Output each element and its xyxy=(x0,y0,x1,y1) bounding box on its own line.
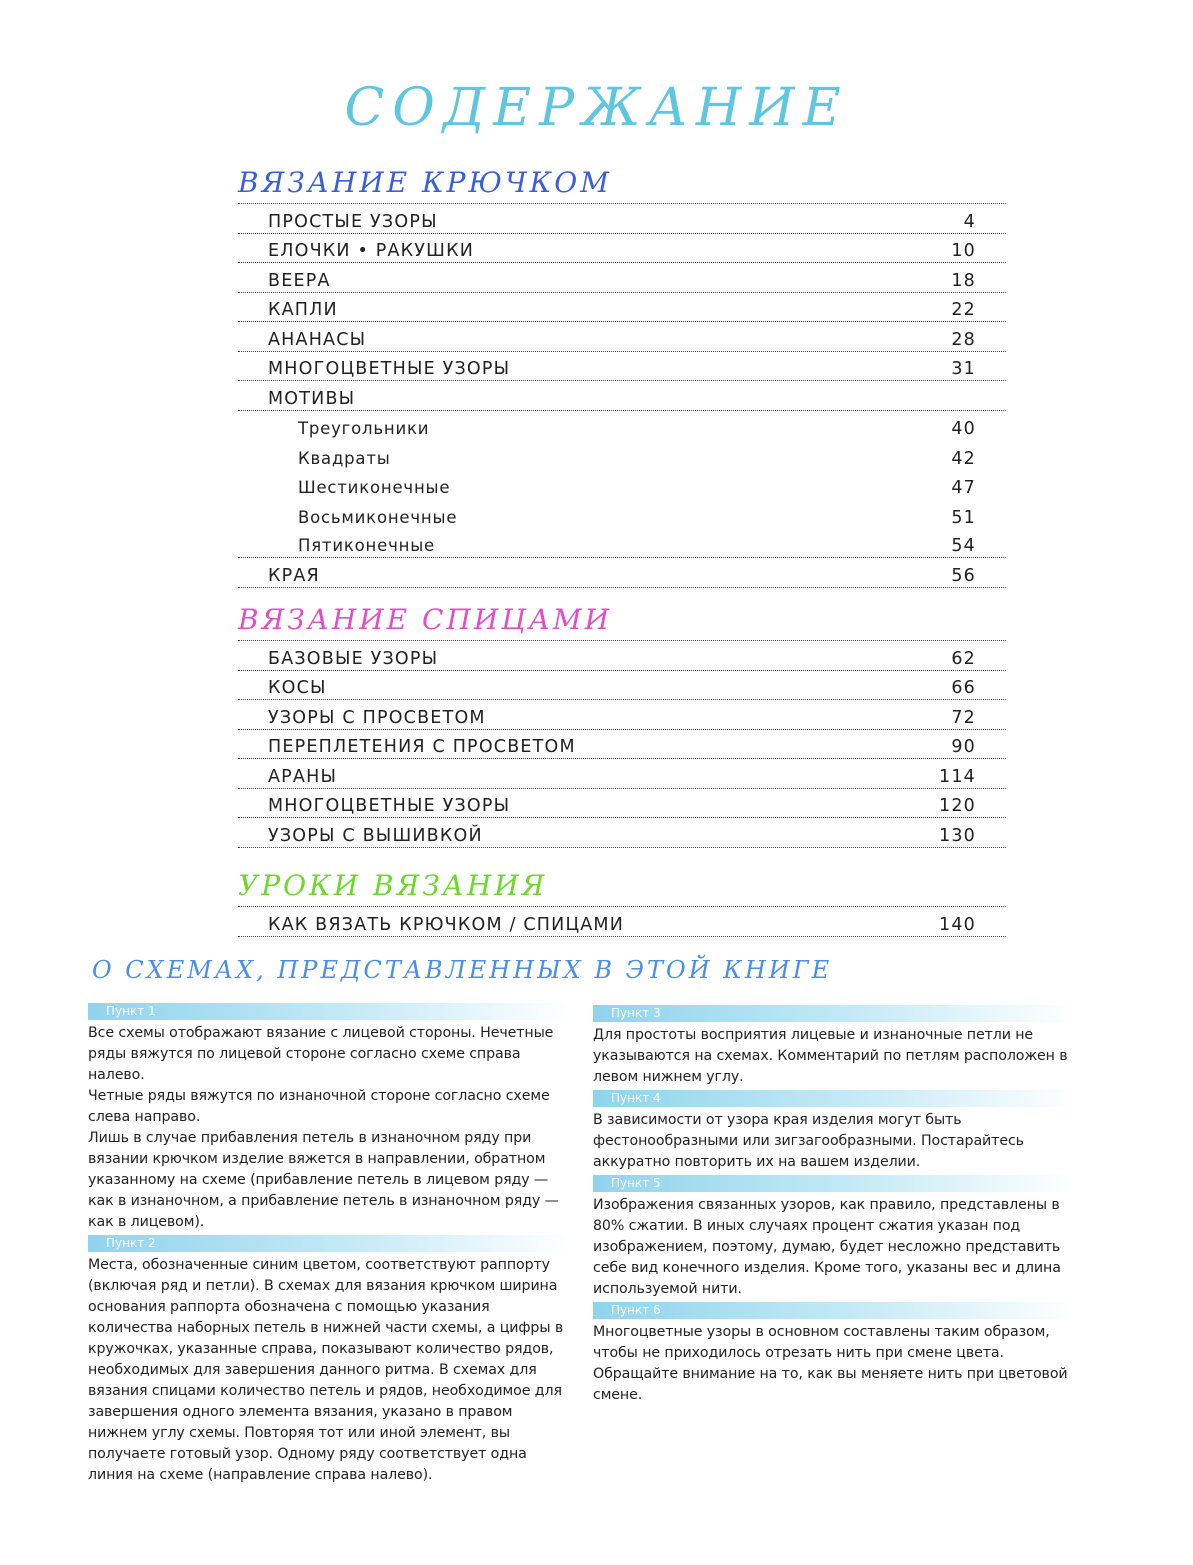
toc-entry-label: ПРОСТЫЕ УЗОРЫ xyxy=(268,211,438,232)
point-paragraph: В зависимости от узора края изделия могут быть фестонообразными или зигзагообразными. Постарайтесь аккуратно повторить их на вашем изделии. xyxy=(593,1112,1024,1170)
toc-entry-label: КРАЯ xyxy=(268,565,320,586)
section-title: ВЯЗАНИЕ КРЮЧКОМ xyxy=(238,166,612,199)
toc-entry-page: 4 xyxy=(963,211,976,232)
toc-entry[interactable] xyxy=(238,671,1006,701)
toc-entry-label: Треугольники xyxy=(298,419,430,438)
toc-entry[interactable] xyxy=(238,759,1006,789)
section-title: УРОКИ ВЯЗАНИЯ xyxy=(238,869,548,902)
point-heading: Пункт 5 xyxy=(593,1175,1075,1192)
point-paragraph: Изображения связанных узоров, как правило, представлены в 80% сжатии. В иных случаях процент сжатия указан под изображением, поэтому, думаю, будет несложно представить себе вид конечного изделия. Кроме того, указаны вес и длина используемой нити. xyxy=(593,1197,1061,1297)
toc-entry-label: МНОГОЦВЕТНЫЕ УЗОРЫ xyxy=(268,796,511,816)
toc-entry[interactable] xyxy=(238,381,1006,411)
toc-entry[interactable] xyxy=(238,204,1006,234)
toc-entry-page: 130 xyxy=(938,825,976,846)
toc-entry-page: 114 xyxy=(938,766,976,787)
toc-entry[interactable] xyxy=(238,529,1006,559)
toc-entry[interactable] xyxy=(238,470,1006,500)
toc-entry-label: БАЗОВЫЕ УЗОРЫ xyxy=(268,648,439,669)
toc-entry-page: 42 xyxy=(951,448,976,469)
point-heading: Пункт 3 xyxy=(593,1005,1075,1022)
toc-entry-page: 90 xyxy=(951,737,976,757)
toc-entry[interactable] xyxy=(238,263,1006,293)
toc-entry-label: УЗОРЫ С ВЫШИВКОЙ xyxy=(268,825,483,846)
toc-entry-label: Восьмиконечные xyxy=(298,507,458,527)
toc-entry-page: 51 xyxy=(951,507,976,528)
toc-entry-label: Шестиконечные xyxy=(298,478,451,497)
toc-list xyxy=(238,906,1006,937)
point-paragraph: Места, обозначенные синим цветом, соответствуют раппорту (включая ряд и петли). В схемах для вязания крючком ширина основания раппорта обозначена с помощью указания количества наборных петель в нижней части схемы, а цифры в кружочках, указанные справа, показывают количество рядов, необходимых для завершения данного ритма. В схемах для вязания спицами количество петель и рядов, необходимое для завершения одного элемента вязания, указано в правом нижнем углу схемы. Повторяя тот или иной элемент, вы получаете готовый узор. Одному ряду соответствует одна линия на схеме (направление справа налево). xyxy=(88,1257,564,1483)
point-body xyxy=(593,1322,1075,1406)
toc-entry-label: ВЕЕРА xyxy=(268,270,331,291)
page-title: СОДЕРЖАНИЕ xyxy=(344,78,849,138)
point-body xyxy=(88,1023,570,1233)
about-schemes-title: О СХЕМАХ, ПРЕДСТАВЛЕННЫХ В ЭТОЙ КНИГЕ xyxy=(92,956,833,984)
point-body xyxy=(88,1255,570,1486)
toc-entry-label: ЕЛОЧКИ • РАКУШКИ xyxy=(268,241,474,261)
toc-section-knitting xyxy=(238,600,1006,848)
toc-entry-page: 10 xyxy=(951,241,976,261)
point-heading: Пункт 2 xyxy=(88,1235,570,1252)
toc-entry-page: 18 xyxy=(951,270,976,291)
toc-entry-page: 28 xyxy=(951,329,976,350)
toc-section-lessons xyxy=(238,866,1006,937)
toc-section-crochet xyxy=(238,163,1006,588)
toc-entry[interactable] xyxy=(238,322,1006,352)
toc-entry-label: КАПЛИ xyxy=(268,300,338,320)
toc-entry[interactable] xyxy=(238,818,1006,848)
point-paragraph: Многоцветные узоры в основном составлены таким образом, чтобы не приходилось отрезать нить при смене цвета. Обращайте внимание на то, как вы меняете нить при цветовой смене. xyxy=(593,1324,1068,1403)
toc-entry-page: 140 xyxy=(938,914,976,935)
toc-entry-label: Пятиконечные xyxy=(298,536,435,555)
point-heading: Пункт 1 xyxy=(88,1003,570,1020)
toc-entry[interactable] xyxy=(238,293,1006,323)
toc-entry[interactable] xyxy=(238,352,1006,382)
toc-entry-label: АНАНАСЫ xyxy=(268,329,367,350)
toc-entry-page: 31 xyxy=(951,359,976,379)
toc-entry-label: АРАНЫ xyxy=(268,766,338,787)
toc-entry-page: 56 xyxy=(951,565,976,586)
toc-entry-page: 62 xyxy=(951,648,976,669)
toc-entry-page: 66 xyxy=(951,678,976,698)
toc-entry[interactable] xyxy=(238,907,1006,937)
toc-entry[interactable] xyxy=(238,234,1006,264)
toc-entry-label: МНОГОЦВЕТНЫЕ УЗОРЫ xyxy=(268,359,511,379)
toc-entry-label: ПЕРЕПЛЕТЕНИЯ С ПРОСВЕТОМ xyxy=(268,737,576,757)
toc-entry[interactable] xyxy=(238,411,1006,441)
point-paragraph: Для простоты восприятия лицевые и изнаночные петли не указываются на схемах. Комментарий по петлям расположен в левом нижнем углу. xyxy=(593,1027,1068,1085)
toc-list xyxy=(238,640,1006,848)
toc-entry[interactable] xyxy=(238,730,1006,760)
toc-entry-page: 47 xyxy=(951,478,976,498)
toc-entry-label: МОТИВЫ xyxy=(268,388,356,409)
toc-entry[interactable] xyxy=(238,641,1006,671)
point-body xyxy=(593,1025,1075,1088)
toc-entry-page: 40 xyxy=(951,419,976,439)
section-title: ВЯЗАНИЕ СПИЦАМИ xyxy=(238,603,612,636)
toc-list xyxy=(238,203,1006,588)
point-body xyxy=(593,1110,1075,1173)
toc-entry-label: УЗОРЫ С ПРОСВЕТОМ xyxy=(268,707,486,728)
point-paragraph: Все схемы отображают вязание с лицевой стороны. Нечетные ряды вяжутся по лицевой стороне согласно схеме справа налево. xyxy=(88,1025,554,1083)
point-paragraph: Четные ряды вяжутся по изнаночной стороне согласно схеме слева направо. xyxy=(88,1088,550,1125)
point-heading: Пункт 6 xyxy=(593,1302,1075,1319)
toc-entry-label: КАК ВЯЗАТЬ КРЮЧКОМ / СПИЦАМИ xyxy=(268,914,624,935)
toc-entry-label: Квадраты xyxy=(298,448,391,468)
toc-entry[interactable] xyxy=(238,440,1006,470)
point-heading: Пункт 4 xyxy=(593,1090,1075,1107)
toc-entry[interactable] xyxy=(238,789,1006,819)
point-paragraph: Лишь в случае прибавления петель в изнаночном ряду при вязании крючком изделие вяжется в направлении, обратном указанному на схеме (прибавление петель в лицевом ряду — как в изнаночном, а прибавление петель в изнаночном ряду — как в лицевом). xyxy=(88,1130,559,1230)
toc-entry-page: 54 xyxy=(951,536,976,556)
toc-entry[interactable] xyxy=(238,700,1006,730)
toc-entry[interactable] xyxy=(238,499,1006,529)
toc-entry[interactable] xyxy=(238,558,1006,588)
toc-entry-page: 120 xyxy=(938,796,976,816)
toc-entry-label: КОСЫ xyxy=(268,678,327,698)
about-right-column xyxy=(593,1005,1075,1408)
point-body xyxy=(593,1195,1075,1300)
toc-entry-page: 22 xyxy=(951,300,976,320)
toc-entry-page: 72 xyxy=(951,707,976,728)
about-left-column xyxy=(88,1003,570,1488)
